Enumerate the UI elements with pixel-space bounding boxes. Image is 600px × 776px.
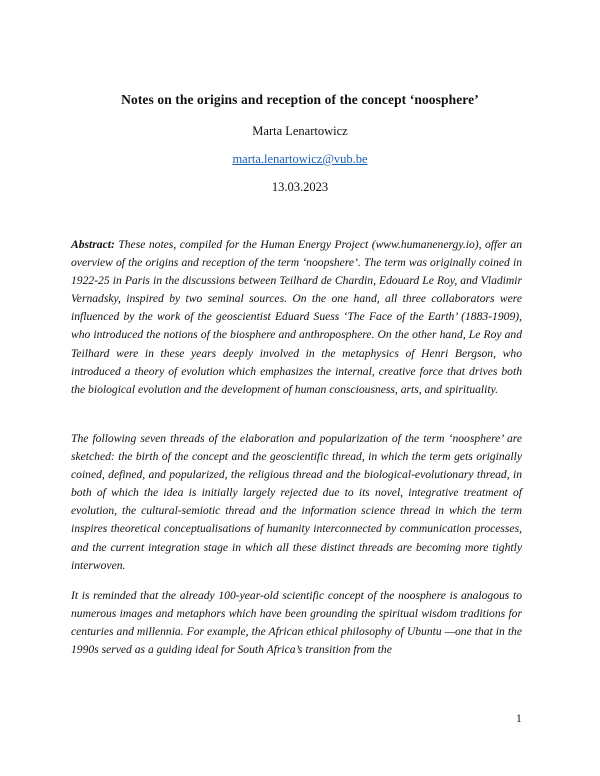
- abstract-text: These notes, compiled for the Human Energy Project (www.humanenergy.io), offer an overview of the origins and reception of the term ‘noopshere’. The term was originally coined in 1922-25 in Paris in the discussions between Teilhard de Chardin, Edouard Le Roy, and Vladimir Vernadsky, inspired by two seminal sources. On the one hand, all three collaborators were influenced by the work of the geoscientist Eduard Suess ‘The Face of the Earth’ (1883-1909), who introduced the notions of the biosphere and anthroposphere. On the other hand, Le Roy and Teilhard were in these years deeply involved in the metaphysics of Henri Bergson, who introduced a theory of evolution which emphasizes the internal, creative force that drives both the biological evolution and the development of human consciousness, arts, and spirituality.: [71, 238, 522, 396]
- document-date: 13.03.2023: [271, 180, 329, 194]
- page-number: 1: [516, 713, 522, 725]
- author-email-link[interactable]: marta.lenartowicz@vub.be: [232, 152, 368, 166]
- author-name: Marta Lenartowicz: [252, 124, 348, 138]
- abstract-label: Abstract:: [71, 238, 115, 251]
- body-paragraph-2: The following seven threads of the elaboration and popularization of the term ‘noosphere’ are sketched: the birth of the concept and the geoscientific thread, in which the term gets originally coined, defined, and popularized, the religious thread and the biological-evolutionary thread, in both of which the idea is initially largely rejected due to its novel, integrative treatment of evolution, the cultural-semiotic thread and the information science thread in which the term inspires theoretical conceptualisations of humanity interconnected by communication processes, and the current integration stage in which all these distinct threads are becoming more tightly interwoven.: [71, 432, 522, 572]
- body-paragraph-3: It is reminded that the already 100-year-old scientific concept of the noosphere is analogous to numerous images and metaphors which have been grounding the spiritual wisdom traditions for centuries and millennia. For example, the African ethical philosophy of Ubuntu —one that in the 1990s served as a guiding ideal for South Africa’s transition from the: [71, 589, 522, 657]
- paper-title: Notes on the origins and reception of the concept ‘noosphere’: [121, 92, 479, 107]
- abstract-paragraph: [71, 236, 522, 399]
- author-email: [0, 152, 600, 167]
